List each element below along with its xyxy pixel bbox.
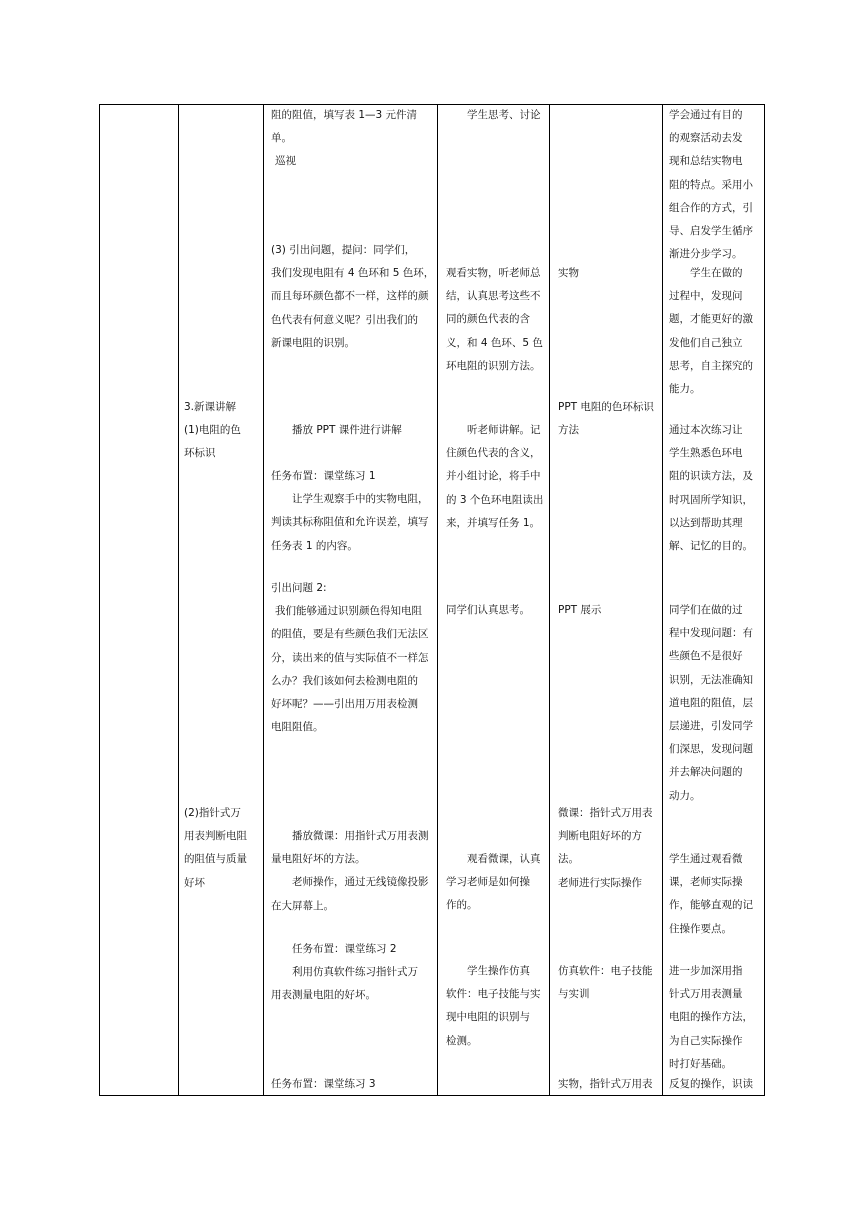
teacher-activity-task1: 任务布置：课堂练习 1 让学生观察手中的实物电阻， 判读其标称阻值和允许误差，填写 任务表 1 的内容。	[271, 470, 429, 552]
teacher-activity-task2: 任务布置：课堂练习 2 利用仿真软件练习指针式万 用表测量电阻的好坏。	[271, 943, 418, 1002]
resource-e: 仿真软件：电子技能 与实训	[558, 965, 653, 1001]
column-divider	[178, 105, 179, 1095]
resource-a: 实物	[558, 267, 579, 279]
column-divider	[662, 105, 663, 1095]
intent-c: 通过本次练习让 学生熟悉色环电 阻的识读方法，及 时巩固所学知识， 以达到帮助其理 解、记忆的目的。	[669, 424, 753, 553]
intent-g: 反复的操作，识读	[669, 1078, 753, 1090]
intent-d: 同学们在做的过 程中发现问题：有 些颜色不是很好 识别，无法准确知 道电阻的阻值，层 层递进，引发同学 们深思，发现问题 并去解决问题的 动力。	[669, 604, 753, 802]
resource-b: PPT 电阻的色环标识 方法	[558, 401, 654, 437]
column-divider	[263, 105, 264, 1095]
student-activity-b: 观看实物，听老师总 结，认真思考这些不 同的颜色代表的含 义，和 4 色环、5 色 环电阻的识别方法。	[446, 267, 543, 372]
teacher-activity-task3: 任务布置：课堂练习 3	[271, 1078, 376, 1090]
teacher-activity-question: (3) 引出问题，提问：同学们， 我们发现电阻有 4 色环和 5 色环， 而且每环颜色都不一样，这样的颜 色代表有何意义呢？引出我们的 新课电阻的识别。	[271, 244, 435, 349]
resource-c: PPT 展示	[558, 604, 602, 616]
student-activity-e: 观看微课，认真 学习老师是如何操 作的。	[446, 853, 541, 912]
column-divider	[437, 105, 438, 1095]
teacher-activity-a: 阻的阻值，填写表 1—3 元件清单。 巡视	[271, 109, 418, 168]
student-activity-f: 学生操作仿真 软件：电子技能与实 现中电阻的识别与 检测。	[446, 965, 541, 1047]
intent-a: 学会通过有目的 的观察活动去发 现和总结实物电 阻的特点。采用小 组合作的方式，引 导、启发学生循序 渐进分步学习。	[669, 109, 753, 261]
subsection-multimeter: (2)指针式万 用表判断电阻 的阻值与质量 好坏	[184, 807, 247, 889]
column-divider	[549, 105, 550, 1095]
teacher-activity-microcourse: 播放微课：用指针式万用表测 量电阻好坏的方法。 老师操作，通过无线镜像投影 在大屏幕上。	[271, 830, 429, 912]
intent-e: 学生通过观看微 课，老师实际操 作，能够直观的记 住操作要点。	[669, 853, 753, 935]
section-title: 3.新课讲解	[184, 401, 237, 413]
student-activity-a: 学生思考、讨论	[467, 109, 541, 121]
intent-b: 学生在做的 过程中，发现问 题，才能更好的激 发他们自己独立 思考，自主探究的 能力。	[669, 267, 753, 396]
student-activity-d: 同学们认真思考。	[446, 604, 530, 616]
intent-f: 进一步加深用指 针式万用表测量 电阻的操作方法， 为自己实际操作 时打好基础。	[669, 965, 753, 1070]
resource-f: 实物，指针式万用表	[558, 1078, 653, 1090]
subsection-color-ring: (1)电阻的色 环标识	[184, 424, 241, 460]
teacher-activity-question2: 引出问题 2: 我们能够通过识别颜色得知电阻 的阻值，要是有些颜色我们无法区 分，读出来的值与实际值不一样怎 么办？我们该如何去检测电阻的 好坏呢？——引出用万用表检测 电阻阻值。	[271, 582, 429, 734]
student-activity-c: 听老师讲解。记 住颜色代表的含义， 并小组讨论，将手中 的 3 个色环电阻读出 来，并填写任务 1。	[446, 424, 544, 529]
resource-d: 微课：指针式万用表 判断电阻好坏的方 法。 老师进行实际操作	[558, 807, 653, 889]
teacher-activity-ppt: 播放 PPT 课件进行讲解	[292, 424, 402, 436]
